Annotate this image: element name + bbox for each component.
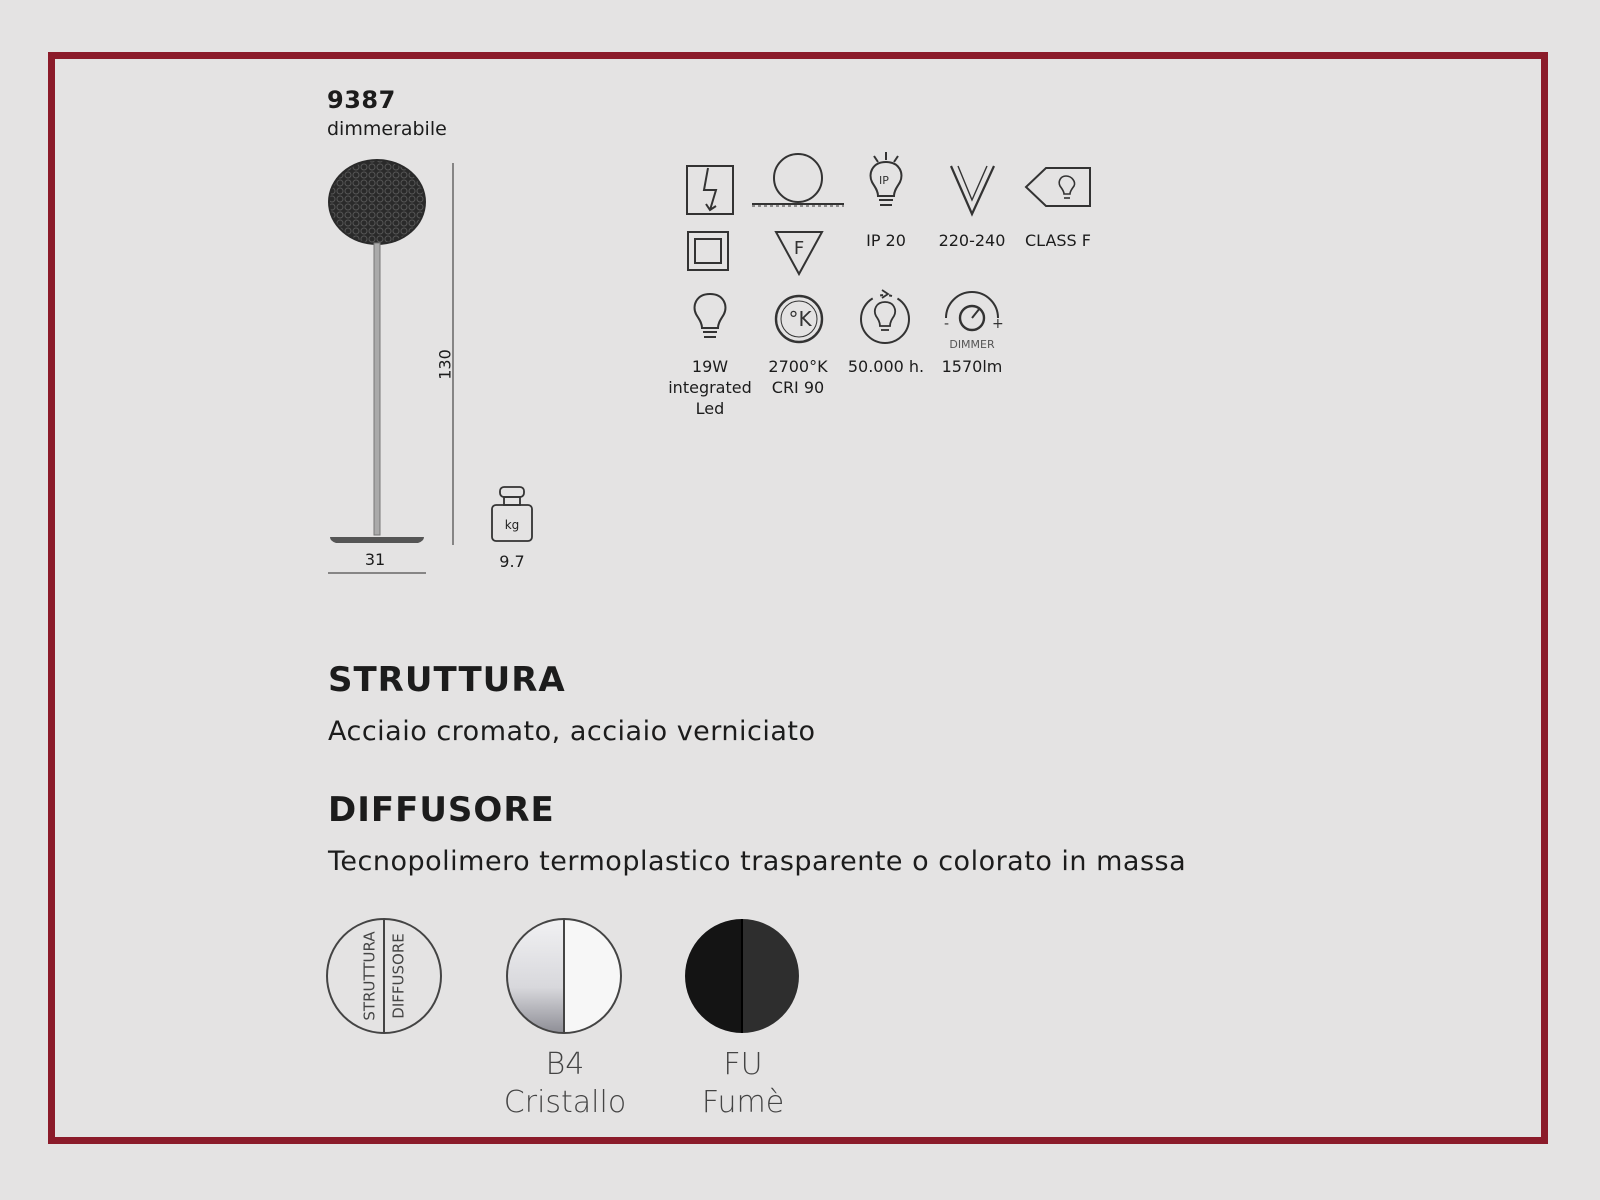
weight-icon <box>490 485 534 549</box>
ip-bulb-icon <box>864 152 908 210</box>
product-code: 9387 <box>327 86 396 114</box>
height-dimension-label: 130 <box>435 349 455 380</box>
legend-diffuser-label: DIFFUSORE <box>389 933 408 1019</box>
luminous-flux-label: 1570lm <box>941 357 1003 376</box>
square-in-square-icon <box>682 228 738 276</box>
energy-class-tag-icon <box>1022 166 1094 210</box>
finish-swatch-fu <box>684 918 804 1038</box>
voltage-label: 220-240 <box>938 231 1006 250</box>
section-title-diffusore: DIFFUSORE <box>328 790 555 830</box>
direct-light-icon <box>750 152 850 212</box>
f-triangle-icon <box>772 228 828 278</box>
color-temperature-label: 2700°K CRI 90 <box>768 357 828 397</box>
section-text-diffusore: Tecnopolimero termoplastico trasparente o colorato in massa <box>328 846 1187 877</box>
lamp-base <box>330 537 424 543</box>
weight-label: 9.7 <box>499 552 525 571</box>
ip-rating-label: IP 20 <box>866 231 906 250</box>
svg-text:F: F <box>793 238 805 259</box>
power-label: 19W integrated Led <box>668 357 752 418</box>
voltage-v-icon <box>948 162 998 218</box>
finish-swatch-b4 <box>506 918 626 1038</box>
product-subtitle: dimmerabile <box>327 118 447 140</box>
svg-text:-: - <box>944 316 950 332</box>
finish-fu-name: Fumè <box>701 1085 785 1120</box>
lamp-globe <box>328 159 426 245</box>
lamp-stem <box>374 243 380 535</box>
lifetime-label: 50.000 h. <box>847 357 925 376</box>
finish-b4-name: Cristallo <box>503 1085 627 1120</box>
dimmer-icon-text: DIMMER <box>949 338 995 351</box>
bulb-icon <box>690 292 730 344</box>
svg-text:IP: IP <box>879 174 889 187</box>
section-text-struttura: Acciaio cromato, acciaio verniciato <box>328 716 816 747</box>
kelvin-icon <box>774 294 826 346</box>
section-title-struttura: STRUTTURA <box>328 660 566 700</box>
finish-b4-code: B4 <box>545 1047 585 1082</box>
class-ii-insulation-icon <box>682 162 738 222</box>
lifetime-bulb-icon <box>858 288 914 346</box>
finish-legend-circle <box>326 918 446 1038</box>
legend-structure-label: STRUTTURA <box>360 931 379 1021</box>
dimmer-icon <box>940 288 1004 334</box>
svg-text:+: + <box>992 316 1004 332</box>
energy-class-label: CLASS F <box>1025 231 1091 250</box>
width-dimension-label: 31 <box>364 550 386 569</box>
weight-unit-label: kg <box>504 518 520 532</box>
svg-text:°K: °K <box>788 307 812 331</box>
finish-fu-code: FU <box>723 1047 763 1082</box>
